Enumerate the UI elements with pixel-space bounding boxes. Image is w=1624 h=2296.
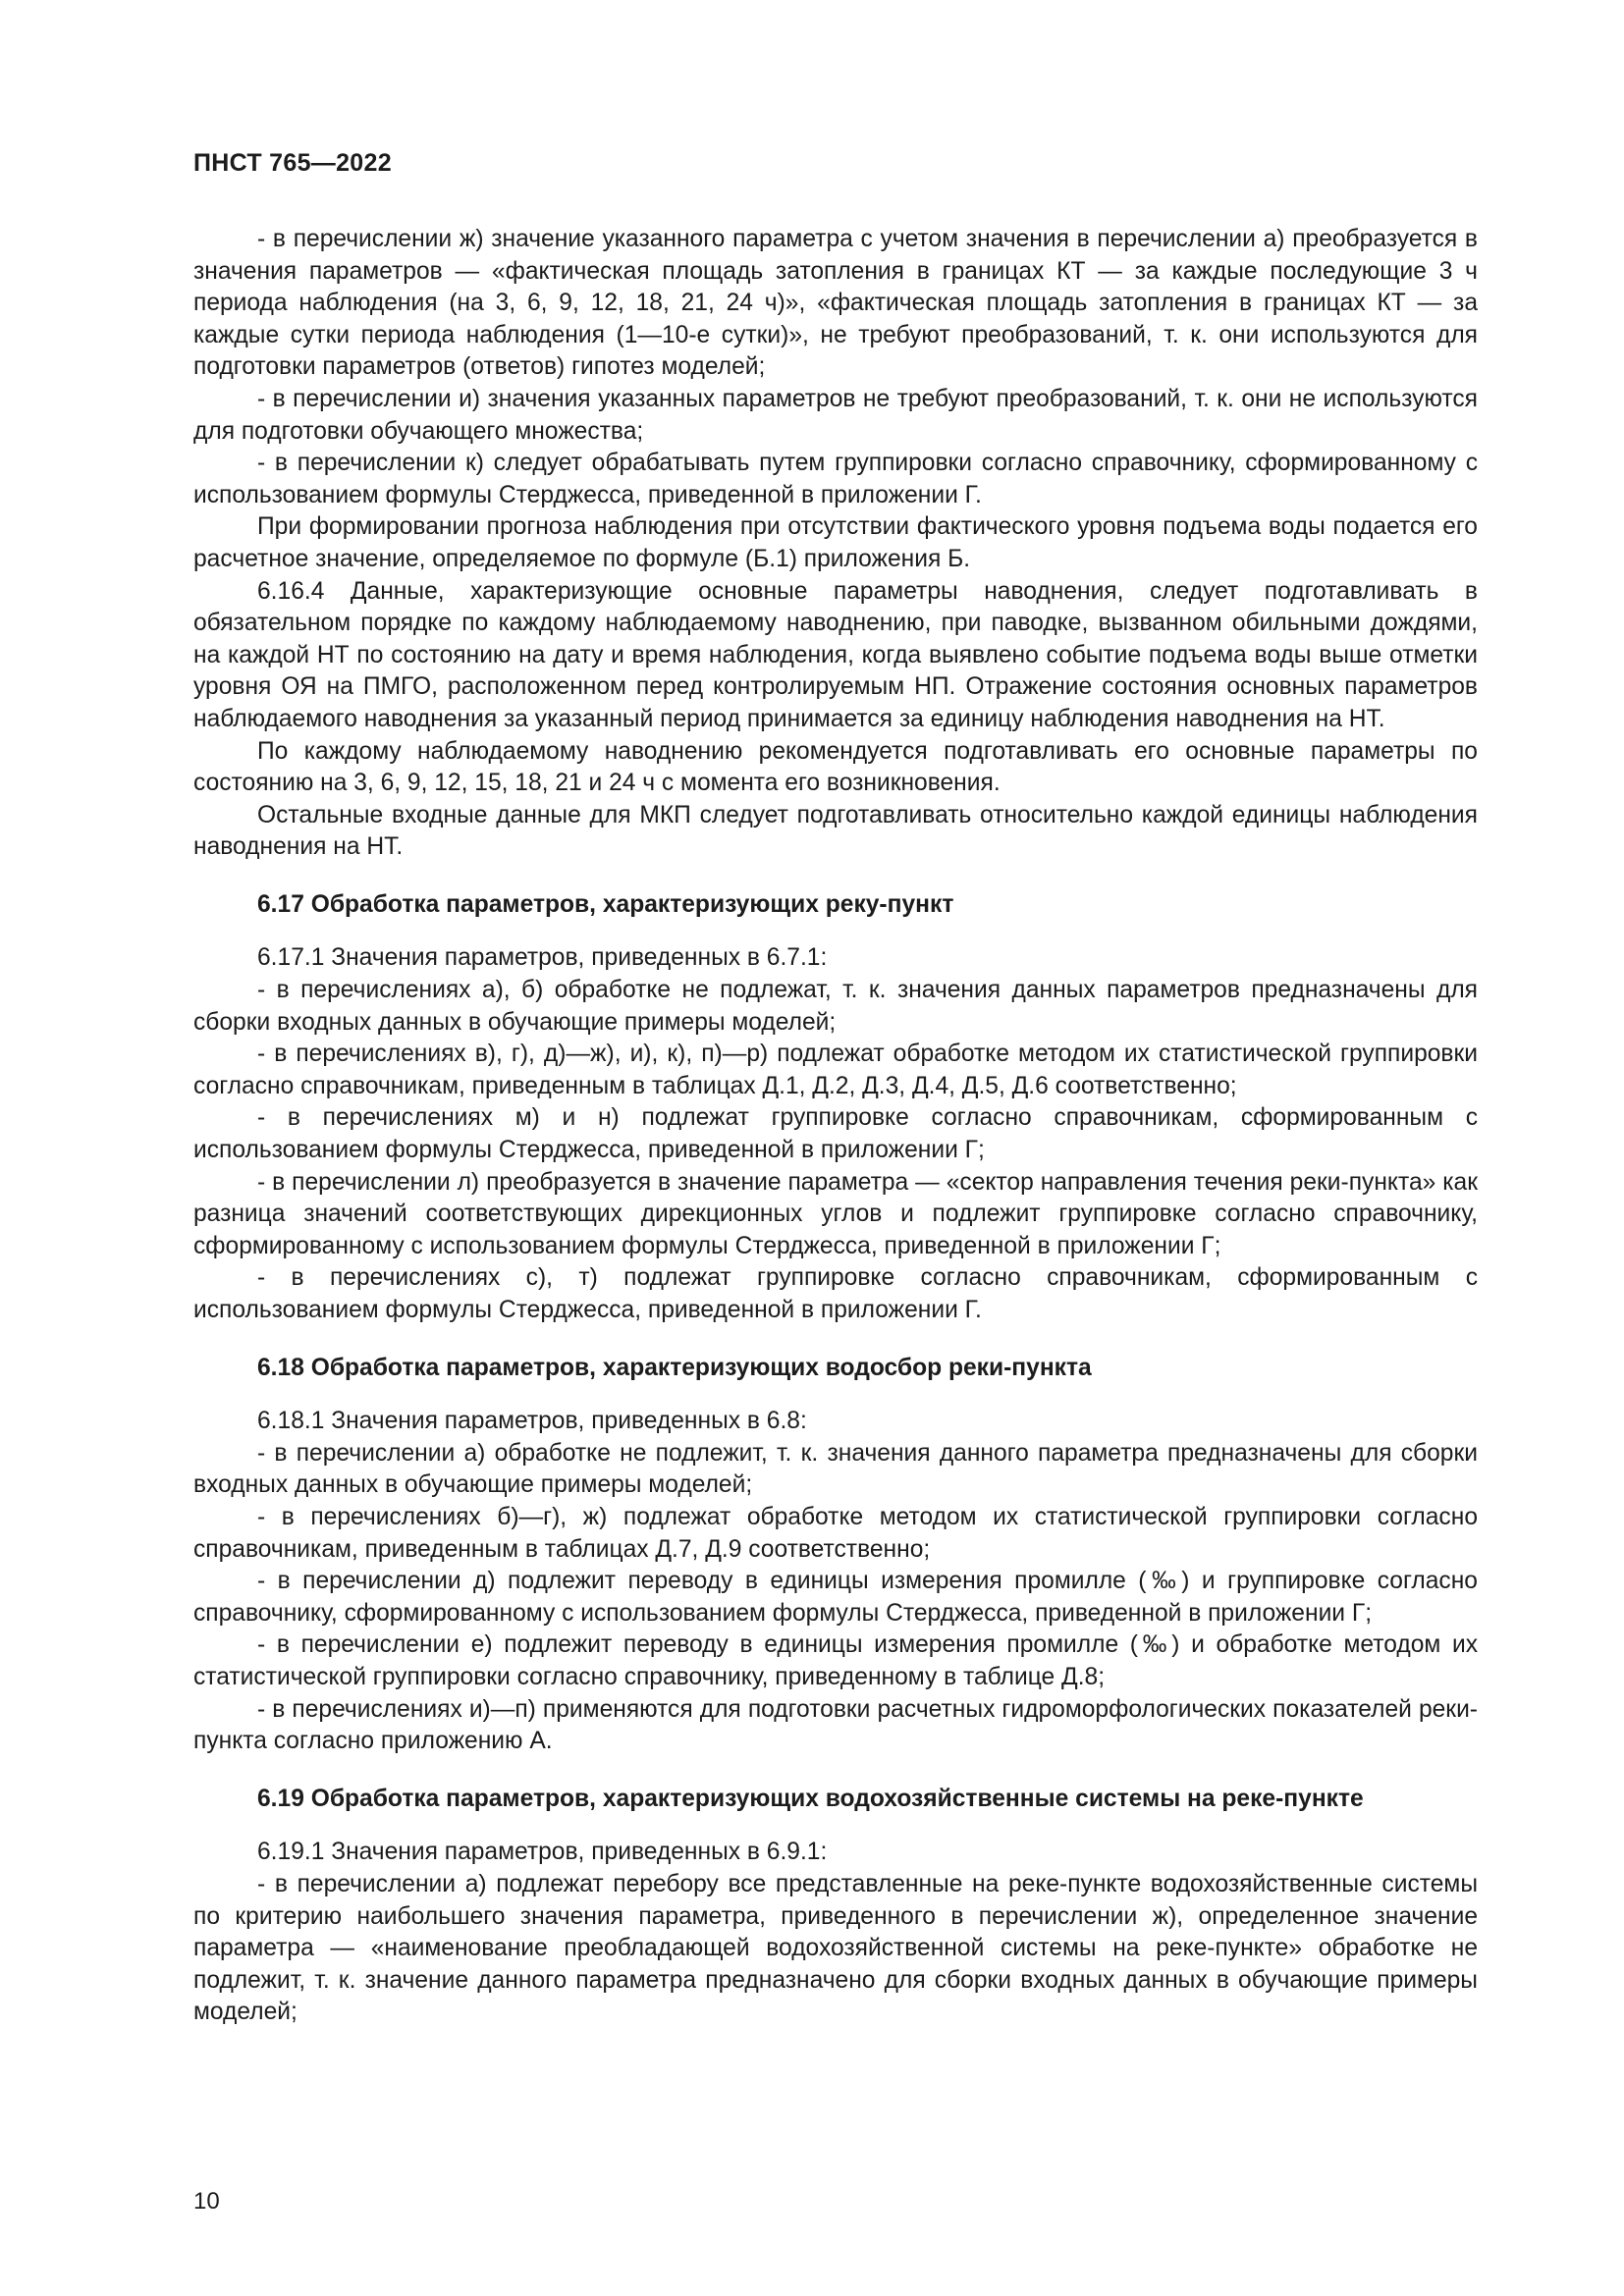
paragraph: - в перечислении и) значения указанных параметров не требуют преобразований, т. к. они не используются для подготовки обучающего множества; <box>193 385 1478 445</box>
paragraph: 6.19.1 Значения параметров, приведенных в 6.9.1: <box>257 1839 828 1866</box>
paragraph: - в перечислении д) подлежит переводу в единицы измерения промилле (‰) и группировке согласно справочнику, сформированному с использованием формулы Стерджесса, приведенной в приложении Г; <box>193 1568 1478 1627</box>
paragraph: - в перечислениях и)—п) применяются для подготовки расчетных гидроморфологических показателей реки-пункта согласно приложению А. <box>193 1695 1478 1755</box>
document-code-header: ПНСТ 765—2022 <box>193 149 392 177</box>
paragraph: - в перечислениях м) и н) подлежат группировке согласно справочникам, сформированным с использованием формулы Стерджесса, приведенной в приложении Г; <box>193 1104 1478 1164</box>
section-heading-6-18: 6.18 Обработка параметров, характеризующих водосбор реки-пункта <box>257 1354 1092 1381</box>
paragraph: 6.16.4 Данные, характеризующие основные параметры наводнения, следует подготавливать в обязательном порядке по каждому наблюдаемому наводнению, при паводке, вызванном обильными дождями, на каждой НТ по состоянию на дату и время наблюдения, когда выявлено событие подъема воды выше отметки уровня ОЯ на ПМГО, расположенном перед контролируемым НП. Отражение состояния основных параметров наблюдаемого наводнения за указанный период принимается за единицу наблюдения наводнения на НТ. <box>193 577 1478 732</box>
document-body <box>193 224 1478 2029</box>
section-heading-6-17: 6.17 Обработка параметров, характеризующих реку-пункт <box>257 890 954 918</box>
paragraph: Остальные входные данные для МКП следует подготавливать относительно каждой единицы наблюдения наводнения на НТ. <box>193 801 1478 861</box>
section-heading-6-19: 6.19 Обработка параметров, характеризующих водохозяйственные системы на реке-пункте <box>257 1785 1364 1812</box>
paragraph: При формировании прогноза наблюдения при отсутствии фактического уровня подъема воды подается его расчетное значение, определяемое по формуле (Б.1) приложения Б. <box>193 513 1478 572</box>
paragraph: 6.18.1 Значения параметров, приведенных в 6.8: <box>257 1408 807 1435</box>
paragraph: - в перечислении а) подлежат перебору все представленные на реке-пункте водохозяйственные системы по критерию наибольшего значения параметра, приведенного в перечислении ж), определенное значение параметра — «наименование преобладающей водохозяйственной системы на реке-пункте» обработке не подлежит, т. к. значение данного параметра предназначено для сборки входных данных в обучающие примеры моделей; <box>193 1870 1478 2026</box>
paragraph: - в перечислении к) следует обрабатывать путем группировки согласно справочнику, сформированному с использованием формулы Стерджесса, приведенной в приложении Г. <box>193 450 1478 508</box>
paragraph: - в перечислениях б)—г), ж) подлежат обработке методом их статистической группировки согласно справочникам, приведенным в таблицах Д.7, Д.9 соответственно; <box>193 1503 1478 1563</box>
paragraph: - в перечислении а) обработке не подлежит, т. к. значения данного параметра предназначены для сборки входных данных в обучающие примеры моделей; <box>193 1439 1478 1499</box>
paragraph: - в перечислении л) преобразуется в значение параметра — «сектор направления течения реки-пункта» как разница значений соответствующих дирекционных углов и подлежит группировке согласно справочнику, сформированному с использованием формулы Стерджесса, приведенной в приложении Г; <box>193 1168 1478 1259</box>
paragraph: - в перечислениях а), б) обработке не подлежат, т. к. значения данных параметров предназначены для сборки входных данных в обучающие примеры моделей; <box>193 977 1478 1036</box>
paragraph: - в перечислении е) подлежит переводу в единицы измерения промилле (‰) и обработке методом их статистической группировки согласно справочнику, приведенному в таблице Д.8; <box>193 1631 1478 1690</box>
paragraph: - в перечислениях в), г), д)—ж), и), к), п)—р) подлежат обработке методом их статистической группировки согласно справочникам, приведенным в таблицах Д.1, Д.2, Д.3, Д.4, Д.5, Д.6 соответственно; <box>193 1041 1478 1099</box>
paragraph: - в перечислениях с), т) подлежат группировке согласно справочникам, сформированным с использованием формулы Стерджесса, приведенной в приложении Г. <box>193 1264 1478 1323</box>
paragraph: 6.17.1 Значения параметров, приведенных в 6.7.1: <box>257 944 828 972</box>
paragraph: По каждому наблюдаемому наводнению рекомендуется подготавливать его основные параметры по состоянию на 3, 6, 9, 12, 15, 18, 21 и 24 ч с момента его возникновения. <box>193 737 1478 797</box>
page-number: 10 <box>193 2188 220 2215</box>
paragraph: - в перечислении ж) значение указанного параметра с учетом значения в перечислении а) преобразуется в значения параметров — «фактическая площадь затопления в границах КТ — за каждые последующие 3 ч периода наблюдения (на 3, 6, 9, 12, 18, 21, 24 ч)», «фактическая площадь затопления в границах КТ — за каждые сутки периода наблюдения (1—10-е сутки)», не требуют преобразований, т. к. они используются для подготовки параметров (ответов) гипотез моделей; <box>193 226 1478 381</box>
